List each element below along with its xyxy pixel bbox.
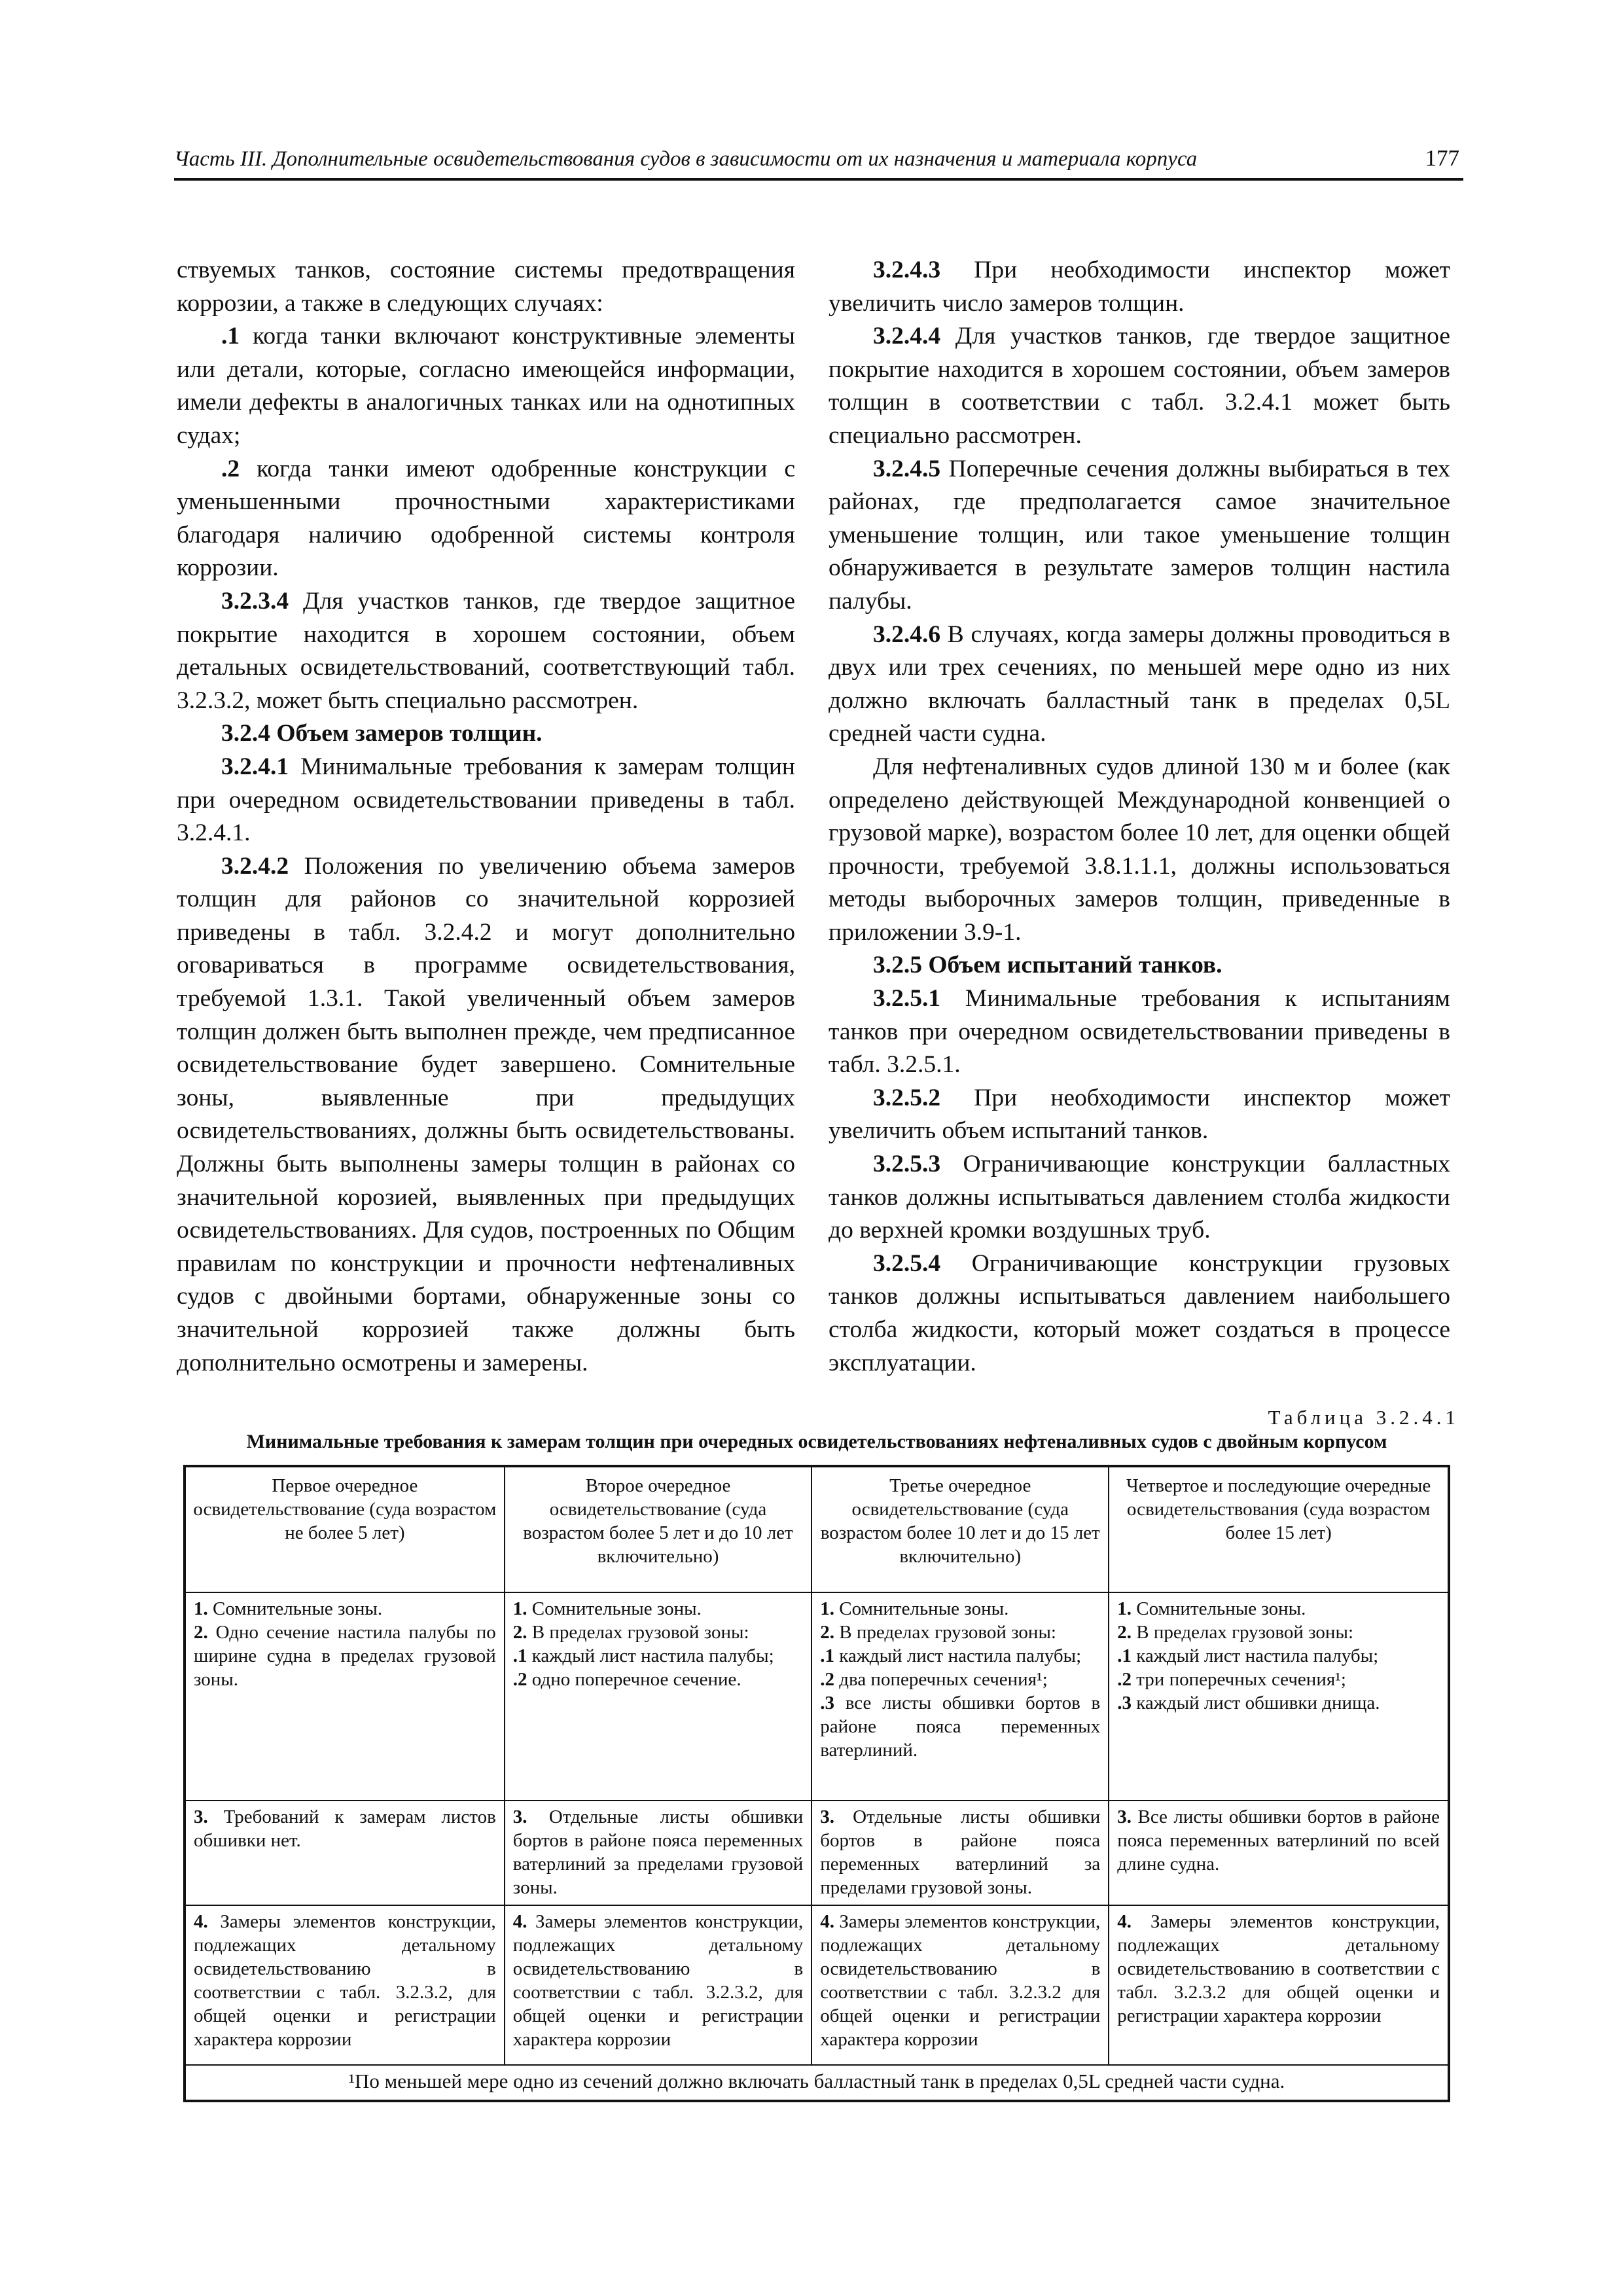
clause-text: Ограничивающие конструкции балластных танков должны испытываться давлением столба жидкости до верхней кромки воздушных труб. <box>829 1151 1450 1244</box>
paragraph <box>829 320 1450 452</box>
clause-text: Ограничивающие конструкции грузовых танков должны испытываться давлением наибольшего столба жидкости, который может создаться в процессе эксплуатации. <box>829 1249 1450 1376</box>
item-number: .1 <box>1117 1645 1132 1666</box>
item-text: Требований к замерам листов обшивки нет. <box>194 1806 496 1851</box>
clause-text: Для нефтеналивных судов длиной 130 м и более (как определено действующей Международной конвенцией о грузовой марке), возрастом более 10 лет, для оценки общей прочности, требуемой 3.8.1.1.1, должны использоваться методы выборочных замеров толщин, приведенные в приложении 3.9-1. <box>829 753 1450 946</box>
clause-number: 3.2.4 Объем замеров толщин. <box>221 720 543 747</box>
clause-number: 3.2.4.1 <box>221 753 289 780</box>
cell-line <box>1117 1621 1440 1644</box>
item-text: два поперечных сечения¹; <box>834 1669 1048 1690</box>
page-header <box>174 139 1463 181</box>
table-cell <box>1109 1905 1449 2065</box>
clause-text: Минимальные требования к замерам толщин при очередном освидетельствовании приведены в табл. 3.2.4.1. <box>177 753 795 847</box>
item-number: 1. <box>194 1598 208 1619</box>
paragraph <box>829 1082 1450 1148</box>
cell-line <box>820 1644 1100 1668</box>
cell-line <box>820 1668 1100 1691</box>
table-row <box>185 1801 1449 1905</box>
cell-line <box>1117 1805 1440 1876</box>
item-text: Сомнительные зоны. <box>527 1598 702 1619</box>
item-text: каждый лист настила палубы; <box>834 1645 1082 1666</box>
item-text: В пределах грузовой зоны: <box>834 1622 1056 1643</box>
item-text: Замеры элементов конструкции, подлежащих детальному освидетельствованию в соответствии с табл. 3.2.3.2 для общей оценки и регистрации характера коррозии <box>1117 1911 1440 2026</box>
cell-line <box>1117 1668 1440 1691</box>
item-number: 3. <box>1117 1806 1132 1827</box>
table-cell <box>185 1801 505 1905</box>
item-number: 1. <box>820 1598 834 1619</box>
item-number: .2 <box>512 1669 527 1690</box>
clause-number: 3.2.5.4 <box>873 1249 941 1277</box>
clause-text: В случаях, когда замеры должны проводиться в двух или трех сечениях, по меньшей мере одно из них должно включать балластный танк в пределах 0,5L средней части судна. <box>829 620 1450 747</box>
paragraph <box>177 453 795 585</box>
table-footnote: ¹По меньшей мере одно из сечений должно включать балластный танк в пределах 0,5L средней части судна. <box>185 2065 1449 2101</box>
clause-number: 3.2.5.3 <box>873 1151 941 1178</box>
clause-text: когда танки включают конструктивные элементы или детали, которые, согласно имеющейся информации, имели дефекты в аналогичных танках или на однотипных судах; <box>177 323 795 449</box>
requirements-table <box>183 1465 1450 2102</box>
paragraph <box>829 982 1450 1082</box>
page-number: 177 <box>1425 145 1459 171</box>
item-number: 4. <box>194 1911 208 1932</box>
paragraph <box>829 453 1450 619</box>
item-text: каждый лист обшивки днища. <box>1132 1693 1380 1713</box>
clause-text: Положения по увеличению объема замеров толщин для районов со значительной коррозией приведены в табл. 3.2.4.2 и могут дополнительно оговариваться в программе освидетельствования, требуемой 1.3.1. Такой увеличенный объем замеров толщин должен быть выполнен прежде, чем предписанное освидетельствование будет завершено. Сомнительные зоны, выявленные при предыдущих освидетельствованиях, должны быть освидетельствованы. Должны быть выполнены замеры толщин в районах со значительной корозией, выявленных при предыдущих освидетельствованиях. Для судов, построенных по Общим правилам по конструкции и прочности нефтеналивных судов с двойными бортами, обнаруженные зоны со значительной коррозией также должны быть дополнительно осмотрены и замерены. <box>177 852 795 1376</box>
cell-line <box>513 1597 803 1621</box>
table-label: Таблица 3.2.4.1 <box>1268 1406 1459 1429</box>
cell-line <box>513 1644 803 1668</box>
paragraph <box>177 850 795 1380</box>
clause-text: Для участков танков, где твердое защитное покрытие находится в хорошем состоянии, объем замеров толщин в соответствии с табл. 3.2.4.1 может быть специально рассмотрен. <box>829 323 1450 449</box>
table-cell <box>1109 1801 1449 1905</box>
clause-text: Для участков танков, где твердое защитное покрытие находится в хорошем состоянии, объем детальных освидетельствований, соответствующий табл. 3.2.3.2, может быть специально рассмотрен. <box>177 587 795 714</box>
item-text: В пределах грузовой зоны: <box>527 1622 749 1643</box>
item-number: .2 <box>820 1669 834 1690</box>
cell-line <box>1117 1910 1440 2028</box>
table-cell <box>1109 1592 1449 1801</box>
item-number: .3 <box>820 1693 834 1713</box>
cell-line <box>1117 1691 1440 1715</box>
clause-text: При необходимости инспектор может увеличить число замеров толщин. <box>829 257 1450 317</box>
item-number: 4. <box>512 1911 527 1932</box>
paragraph <box>829 1247 1450 1380</box>
clause-number: 3.2.3.4 <box>221 587 289 615</box>
table-header-row <box>185 1466 1449 1592</box>
table-cell <box>505 1905 812 2065</box>
table-cell <box>505 1801 812 1905</box>
table-cell <box>505 1592 812 1801</box>
item-number: 2. <box>820 1622 834 1643</box>
cell-line <box>194 1621 496 1691</box>
cell-line <box>820 1910 1100 2051</box>
header-cell-4: Четвертое и последующие очередные освидетельствования (суда возрастом более 15 лет) <box>1109 1466 1449 1592</box>
table-row <box>185 1592 1449 1801</box>
cell-line <box>1117 1644 1440 1668</box>
cell-line <box>1117 1597 1440 1621</box>
clause-number: 3.2.4.2 <box>221 852 289 880</box>
table-cell <box>185 1592 505 1801</box>
cell-line <box>820 1621 1100 1644</box>
item-number: 2. <box>512 1622 527 1643</box>
paragraph <box>177 320 795 452</box>
item-number: .3 <box>1117 1693 1132 1713</box>
header-cell-1: Первое очередное освидетельствование (суда возрастом не более 5 лет) <box>185 1466 505 1592</box>
paragraph <box>829 254 1450 320</box>
paragraph <box>177 717 795 751</box>
item-text: Все листы обшивки бортов в районе пояса переменных ватерлиний по всей длине судна. <box>1117 1806 1440 1874</box>
cell-line <box>513 1668 803 1691</box>
item-text: три поперечных сечения¹; <box>1132 1669 1346 1690</box>
item-number: .2 <box>1117 1669 1132 1690</box>
paragraph <box>177 751 795 850</box>
table-cell <box>812 1592 1109 1801</box>
clause-text: Минимальные требования к испытаниям танков при очередном освидетельствовании приведены в табл. 3.2.5.1. <box>829 985 1450 1079</box>
item-number: 4. <box>1117 1911 1132 1932</box>
cell-line <box>820 1691 1100 1762</box>
item-text: каждый лист настила палубы; <box>1132 1645 1379 1666</box>
item-number: 2. <box>1117 1622 1132 1643</box>
cell-line <box>513 1621 803 1644</box>
item-number: 1. <box>1117 1598 1132 1619</box>
paragraph <box>829 619 1450 751</box>
cell-line <box>820 1597 1100 1621</box>
running-title: Часть III. Дополнительные освидетельствования судов в зависимости от их назначения и материала корпуса <box>174 147 1198 171</box>
cell-line <box>194 1597 496 1621</box>
item-number: .1 <box>820 1645 834 1666</box>
cell-line <box>513 1805 803 1899</box>
paragraph <box>177 254 795 320</box>
header-cell-3: Третье очередное освидетельствование (суда возрастом более 10 лет и до 15 лет включительно) <box>812 1466 1109 1592</box>
clause-text: ствуемых танков, состояние системы предотвращения коррозии, а также в следующих случаях: <box>177 257 795 317</box>
clause-number: 3.2.4.5 <box>873 455 941 482</box>
paragraph <box>829 1148 1450 1247</box>
clause-number: 3.2.5 Объем испытаний танков. <box>873 952 1222 979</box>
item-text: Замеры элементов конструкции, подлежащих детальному освидетельствованию в соответствии с табл. 3.2.3.2, для общей оценки и регистрации характера коррозии <box>194 1911 496 2050</box>
clause-number: 3.2.4.3 <box>873 257 941 283</box>
clause-text: При необходимости инспектор может увеличить объем испытаний танков. <box>829 1084 1450 1145</box>
item-text: каждый лист настила палубы; <box>527 1645 774 1666</box>
footnote-row <box>185 2065 1449 2101</box>
item-number: 3. <box>194 1806 208 1827</box>
item-number: .1 <box>512 1645 527 1666</box>
cell-line <box>820 1805 1100 1899</box>
item-text: Замеры элементов конструкции, подлежащих детальному освидетельствованию в соответствии с табл. 3.2.3.2, для общей оценки и регистрации характера коррозии <box>512 1911 804 2050</box>
clause-number: .1 <box>221 323 240 350</box>
clause-number: .2 <box>221 455 240 482</box>
item-number: 3. <box>820 1806 834 1827</box>
cell-line <box>194 1910 496 2051</box>
item-text: В пределах грузовой зоны: <box>1132 1622 1353 1643</box>
item-text: Сомнительные зоны. <box>207 1598 383 1619</box>
table-row <box>185 1905 1449 2065</box>
clause-text: Поперечные сечения должны выбираться в тех районах, где предполагается самое значительное уменьшение толщин, или такое уменьшение толщин обнаруживается в результате замеров толщин настила палубы. <box>829 455 1450 615</box>
item-text: одно поперечное сечение. <box>527 1669 741 1690</box>
table-cell <box>812 1905 1109 2065</box>
cell-line <box>513 1910 803 2051</box>
item-number: 3. <box>512 1806 527 1827</box>
table-body <box>185 1592 1449 2101</box>
paragraph <box>829 949 1450 982</box>
clause-number: 3.2.5.1 <box>873 985 941 1013</box>
clause-number: 3.2.4.4 <box>873 323 941 350</box>
item-text: Отдельные листы обшивки бортов в районе пояса переменных ватерлиний за пределами грузовой зоны. <box>820 1806 1101 1898</box>
item-text: Сомнительные зоны. <box>834 1598 1009 1619</box>
item-text: Сомнительные зоны. <box>1132 1598 1306 1619</box>
table-cell <box>185 1905 505 2065</box>
cell-line <box>194 1805 496 1852</box>
clause-number: 3.2.5.2 <box>873 1084 941 1111</box>
item-text: Одно сечение настила палубы по ширине судна в пределах грузовой зоны. <box>194 1622 496 1690</box>
clause-number: 3.2.4.6 <box>873 620 941 648</box>
header-cell-2: Второе очередное освидетельствование (суда возрастом более 5 лет и до 10 лет включительно) <box>505 1466 812 1592</box>
item-number: 4. <box>820 1911 834 1932</box>
paragraph <box>829 751 1450 950</box>
item-number: 2. <box>194 1622 208 1643</box>
table-title: Минимальные требования к замерам толщин при очередных освидетельствованиях нефтеналивных судов с двойным корпусом <box>246 1431 1387 1452</box>
item-text: все листы обшивки бортов в районе пояса переменных ватерлиний. <box>820 1693 1101 1761</box>
table-cell <box>812 1801 1109 1905</box>
paragraph <box>177 585 795 717</box>
item-text: Замеры элементов конструкции, подлежащих детальному освидетельствованию в соответствии с табл. 3.2.3.2 для общей оценки и регистрации характера коррозии <box>820 1911 1101 2050</box>
item-number: 1. <box>512 1598 527 1619</box>
item-text: Отдельные листы обшивки бортов в районе пояса переменных ватерлиний за пределами грузовой зоны. <box>512 1806 804 1898</box>
left-column <box>177 254 795 1380</box>
clause-text: когда танки имеют одобренные конструкции с уменьшенными прочностными характеристиками благодаря наличию одобренной системы контроля коррозии. <box>177 455 795 582</box>
right-column <box>829 254 1450 1380</box>
